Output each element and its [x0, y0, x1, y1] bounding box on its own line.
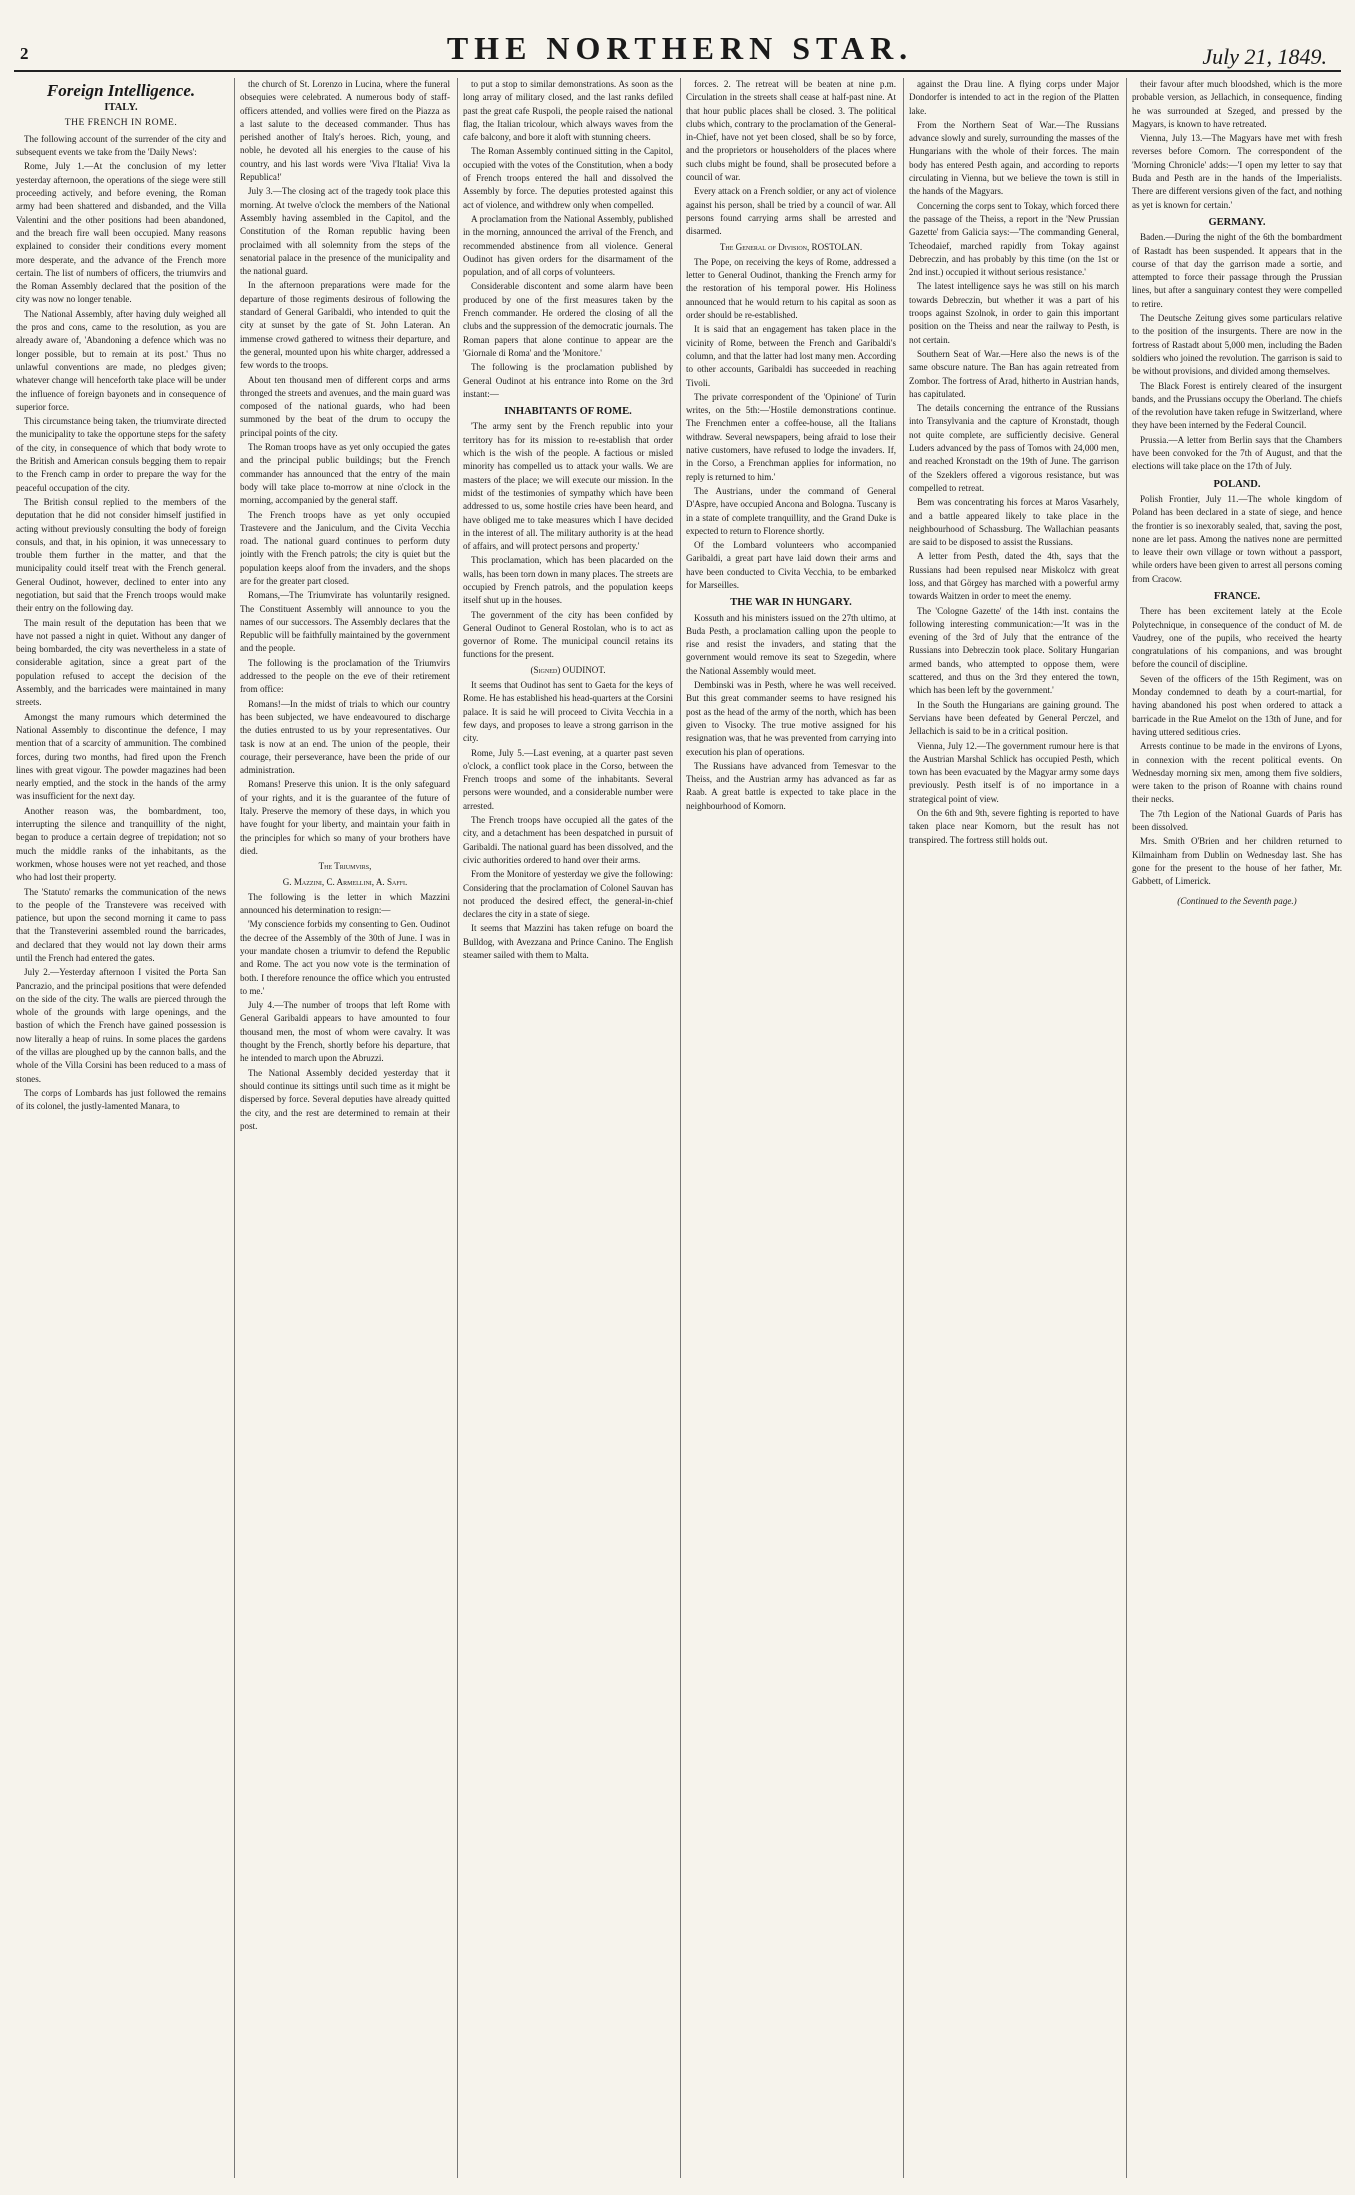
article-paragraph: The corps of Lombards has just followed the remains of its colonel, the justly-lamented Manara, to: [16, 1087, 226, 1112]
article-paragraph: It seems that Oudinot has sent to Gaeta for the keys of Rome. He has established his head-quarters at the Corsini palace. It is said he will proceed to Civita Vecchia in a few days, and proposes to leave a strong garrison in the city.: [463, 680, 673, 744]
column-3: [463, 78, 673, 2178]
article-paragraph: In the South the Hungarians are gaining ground. The Servians have been defeated by General Perczel, and Jellachich is said to be in a critical position.: [909, 699, 1119, 737]
article-paragraph: Romans! Preserve this union. It is the only safeguard of your rights, and it is the guarantee of the future of Italy. Preserve the memory of these days, in which you have fought for your liberty, and maintain your faith in the principles for which so many of your brothers have died.: [240, 779, 450, 856]
article-paragraph: Another reason was, the bombardment, too, interrupting the silence and tranquillity of the night, began to produce a certain degree of trepidation; not so much the middle ranks of the inhabitants, as the workmen, whose houses were not yet reached, and those who had lost their property.: [16, 805, 226, 883]
article-headline: INHABITANTS OF ROME.: [504, 406, 632, 418]
article-paragraph: Baden.—During the night of the 6th the bombardment of Rastadt has been suspended. It appears that in the course of that day the garrison made a sortie, and attempted to force their passage through the Prussian lines, but after a sanguinary contest they were compelled to retire.: [1132, 232, 1342, 309]
article-paragraph: The Deutsche Zeitung gives some particulars relative to the position of the insurgents. There are now in the fortress of Rastadt about 5,000 men, including the Baden soldiers who joined the revolution. The garrison is said to be without provisions, and divided among themselves.: [1132, 313, 1342, 377]
article-paragraph: It is said that an engagement has taken place in the vicinity of Rome, between the French and Garibaldi's column, and that the latter had lost many men. According to other accounts, Garibaldi has succeeded in reaching Tivoli.: [686, 324, 896, 388]
column-5: [909, 78, 1119, 2178]
page-number: 2: [20, 44, 29, 63]
article-paragraph: The National Assembly, after having duly weighed all the pros and cons, came to the resolution, as you are already aware of, 'Abandoning a defence which was no longer possible, but to remain at its post.' Thus no unlawful conventions are made, no pledges given; whatever change will henceforth take place will be under the influence of foreign bayonets and in consequence of superior force.: [16, 308, 226, 412]
article-paragraph: The following is the proclamation published by General Oudinot at his entrance into Rome on the 3rd instant:—: [463, 362, 673, 399]
article-paragraph: The following is the letter in which Mazzini announced his determination to resign:—: [240, 891, 450, 916]
article-paragraph: Of the Lombard volunteers who accompanied Garibaldi, a great part have laid down their arms and have been conducted to Civita Vecchia, to be embarked for Marseilles.: [686, 540, 896, 590]
article-paragraph: From the Monitore of yesterday we give the following: Considering that the proclamation of Colonel Sauvan has not produced the desired effect, the general-in-chief declares the city in a state of siege.: [463, 869, 673, 920]
masthead: [0, 0, 1355, 80]
article-paragraph: Rome, July 1.—At the conclusion of my letter yesterday afternoon, the operations of the siege were still proceeding actively, and before evening, the Roman army had been shattered and disbanded, and the Villa Valentini and the other positions had been abandoned, and the breach fire wall been occupied. Many reasons explained to consider their conditions every moment more desperate, and the advance of the French more certain. The list of numbers of officers, the triumvirs and the Roman Assembly declared that the position of the city was now no longer tenable.: [16, 161, 226, 305]
column-divider: [680, 78, 681, 2178]
article-paragraph: Romans,—The Triumvirate has voluntarily resigned. The Constituent Assembly will announce to you the names of our successors. The Assembly declares that the Republic will be faithfully maintained by the government and the people.: [240, 590, 450, 654]
article-paragraph: The Pope, on receiving the keys of Rome, addressed a letter to General Oudinot, thanking the French army for the restoration of his temporal power. His Holiness announced that he would return to his capital as soon as order should be re-established.: [686, 256, 896, 321]
article-paragraph: The French troops have as yet only occupied Trastevere and the Janiculum, and the Civita Vecchia road. The national guard continues to perform duty jointly with the French patrols; the city is quiet but the population keeps aloof from the invaders, and the shops are for the greater part closed.: [240, 509, 450, 586]
article-paragraph: July 2.—Yesterday afternoon I visited the Porta San Pancrazio, and the principal positions that were defended on the side of the city. The walls are pierced through the whole of the grounds with large openings, and the bastion of which the French have gained possession is now literally a heap of ruins. In some places the gardens of the villas are ploughed up by the cannon balls, and the whole of the Villa Corsini has been reduced to a mass of stones.: [16, 967, 226, 1084]
article-paragraph: On the 6th and 9th, severe fighting is reported to have taken place near Komorn, but the result has not transpired. The fortress still holds out.: [909, 808, 1119, 845]
article-paragraph: Seven of the officers of the 15th Regiment, was on Monday condemned to death by a court-martial, for having abandoned his post when ordered to attack a barricade in the Rue Amelot on the 13th of June, and for having uttered seditious cries.: [1132, 673, 1342, 737]
article-paragraph: Vienna, July 12.—The government rumour here is that the Austrian Marshal Schlick has occupied Pesth, which town has been evacuated by the Magyar army some days previously. Pesth itself is of no importance in a strategical point of view.: [909, 740, 1119, 804]
signature-line: The General of Division, ROSTOLAN.: [719, 241, 863, 252]
article-paragraph: Mrs. Smith O'Brien and her children returned to Kilmainham from Dublin on Wednesday last. She has gone for the present to the house of her father, Mr. Gabbett, of Limerick.: [1132, 836, 1342, 887]
article-paragraph: In the afternoon preparations were made for the departure of those regiments desirous of following the standard of General Garibaldi, who intended to quit the city at sunset by the gate of St. John Lateran. An immense crowd gathered to witness their departure, and the general, mounted upon his white charger, addressed a few words to the troops.: [240, 280, 450, 371]
article-paragraph: July 3.—The closing act of the tragedy took place this morning. At twelve o'clock the members of the National Assembly having assembled in the Capitol, and the Constitution of the Roman republic having been proclaimed with all solemnity from the steps of the senatorial palace in the presence of the municipality and the national guard.: [240, 186, 450, 277]
column-6: [1132, 78, 1342, 2178]
article-paragraph: to put a stop to similar demonstrations. As soon as the long array of military closed, and the last ranks defiled past the great cafe Ruspoli, the people raised the national flag, the Italian tricolour, which always waves from the cafe balcony, and bore it aloft with stunning cheers.: [463, 79, 673, 143]
column-4: [686, 78, 896, 2178]
column-divider: [234, 78, 235, 2178]
article-paragraph: Dembinski was in Pesth, where he was well received. But this great commander seems to have resigned his post as the head of the army of the north, which has been given to Visocky. The true motive assigned for his resignation was, that he was prevented from carrying into execution his plan of operations.: [686, 680, 896, 757]
article-paragraph: Arrests continue to be made in the environs of Lyons, in connexion with the recent political events. On Wednesday morning six men, among them five soldiers, were taken to the prison of Roanne with chains round their necks.: [1132, 741, 1342, 805]
article-paragraph: The 'Cologne Gazette' of the 14th inst. contains the following interesting communication:—'It was in the evening of the 3rd of July that the entrance of the Russians into Debreczin took place. Solitary Hungarian armed bands, who attempted to oppose them, were scattered, and thus on the 3rd they entered the town, which has been left by the government.': [909, 605, 1119, 696]
article-paragraph: There has been excitement lately at the Ecole Polytechnique, in consequence of the conduct of M. de Vaudrey, one of the pupils, who received the hearty congratulations of his companions, and was brought before the council of discipline.: [1132, 606, 1342, 670]
column-1: [16, 78, 226, 2178]
signature-line: (Signed) OUDINOT.: [530, 664, 606, 675]
article-paragraph: Amongst the many rumours which determined the National Assembly to discontinue the defence, I may mention that of a scarcity of ammunition. The combined forces, during two months, had fired upon the French lines with great vigour. The powder magazines had been nearly emptied, and the stock in the hands of the army was insufficient for the next day.: [16, 711, 226, 802]
article-paragraph: The National Assembly decided yesterday that it should continue its sittings until such time as it might be dispersed by force. Several deputies have already quitted the city, and the rest are determined to remain at their post.: [240, 1067, 450, 1131]
article-paragraph: The government of the city has been confided by General Oudinot to General Rostolan, who is to act as governor of Rome. The municipal council retains its functions for the present.: [463, 609, 673, 660]
article-subhead: THE FRENCH IN ROME.: [64, 117, 178, 128]
article-paragraph: forces. 2. The retreat will be beaten at nine p.m. Circulation in the streets shall cease at half-past nine. At that hour public places shall be closed. 3. The political clubs which, contrary to the proclamation of the General-in-Chief, have not yet been closed, shall be so by force, and the proprietors or householders of the places where such clubs might be found, shall be prosecuted before a council of war.: [686, 79, 896, 183]
signature-line: The Triumvirs,: [318, 861, 372, 872]
article-paragraph: The Black Forest is entirely cleared of the insurgent bands, and the Prussians occupy the Oberland. The chiefs of the revolution have taken refuge in Switzerland, where they have been interned by the Federal Council.: [1132, 380, 1342, 431]
article-paragraph: Rome, July 5.—Last evening, at a quarter past seven o'clock, a conflict took place in the Corso, between the French troops and some of the inhabitants. Several persons were wounded, and a considerable number were arrested.: [463, 747, 673, 811]
issue-date: July 21, 1849.: [1202, 44, 1327, 69]
column-divider: [903, 78, 904, 2178]
article-paragraph: It seems that Mazzini has taken refuge on board the Bulldog, with Avezzana and Prince Canino. The English steamer sailed with them to Malta.: [463, 923, 673, 960]
article-paragraph: Bem was concentrating his forces at Maros Vasarhely, and a battle appeared likely to take place in the neighbourhood of Schassburg. The Wallachian peasants are said to be disposed to assist the Russians.: [909, 497, 1119, 548]
article-paragraph: Concerning the corps sent to Tokay, which forced there the passage of the Theiss, a report in the 'New Prussian Gazette' from Galicia says:—'The commanding General, Tcheodaief, marched rapidly from Tokay against Debreczin, and has probably by this time (on the 1st or 2nd inst.) occupied it without serious resistance.': [909, 200, 1119, 278]
article-paragraph: A proclamation from the National Assembly, published in the morning, announced the arrival of the French, and recommended abstinence from all violence. General Oudinot has given orders for the disarmament of the population, and of all corps of volunteers.: [463, 213, 673, 278]
column-2: [240, 78, 450, 2178]
article-paragraph: the church of St. Lorenzo in Lucina, where the funeral obsequies were celebrated. A numerous body of staff-officers attended, and vollies were fired on the Piazza as a last salute to the deceased commander. Thus has perished another of Italy's heroes. Rich, young, and noble, he devoted all his energies to the cause of his country, and his last words were 'Viva l'Italia! Viva la Republica!': [240, 79, 450, 183]
article-paragraph: From the Northern Seat of War.—The Russians advance slowly and surely, surrounding the masses of the Hungarians with the whole of their forces. The main body has entered Pesth again, and according to reports circulating in Vienna, but we believe the town is still in the hands of the Magyars.: [909, 119, 1119, 197]
article-paragraph: The following is the proclamation of the Triumvirs addressed to the people on the eve of their retirement from office:: [240, 657, 450, 695]
article-paragraph: Considerable discontent and some alarm have been produced by one of the first measures taken by the French commander. He ordered the closing of all the clubs and the suppression of the democratic journals. The Roman papers that alone continue to appear are the 'Giornale di Roma' and the 'Monitore.': [463, 281, 673, 358]
article-paragraph: 'My conscience forbids my consenting to Gen. Oudinot the decree of the Assembly of the 30th of June. I was in your mandate chosen a triumvir to defend the Republic and Rome. The act you now vote is the termination of both. I therefore renounce the office which you entrusted to me.': [240, 919, 450, 996]
article-headline: FRANCE.: [1213, 590, 1261, 602]
article-paragraph: The Russians have advanced from Temesvar to the Theiss, and the Austrian army has advanced as far as Raab. A great battle is expected to take place in the neighbourhood of Komorn.: [686, 760, 896, 811]
article-paragraph: their favour after much bloodshed, which is the more probable version, as Jellachich, in consequence, finding he was surrounded at Szeged, and pressed by the Magyars, is known to have retreated.: [1132, 79, 1342, 129]
masthead-rule: [14, 70, 1341, 72]
article-paragraph: The latest intelligence says he was still on his march towards Debreczin, but whether it was a part of his troops against Szolnok, in order to gain this important position on the Theiss and near the railway to Pesth, is not certain.: [909, 281, 1119, 345]
article-paragraph: The 'Statuto' remarks the communication of the news to the people of the Transtevere was received with patience, but upon the second morning it came to pass that the Transteverini assembled round the barricades, and declared that they would not lay down their arms until the French had entered the gates.: [16, 886, 226, 963]
article-headline: THE WAR IN HUNGARY.: [730, 597, 852, 609]
column-divider: [457, 78, 458, 2178]
article-paragraph: The Austrians, under the command of General D'Aspre, have occupied Ancona and Bologna. Tuscany is in a state of complete tranquillity, and the Grand Duke is expected to return to Florence shortly.: [686, 485, 896, 536]
article-paragraph: Every attack on a French soldier, or any act of violence against his person, shall be tried by a council of war. All persons found carrying arms shall be arrested and disarmed.: [686, 186, 896, 237]
article-paragraph: The French troops have occupied all the gates of the city, and a detachment has been despatched in pursuit of Garibaldi. The national guard has been dissolved, and the civic authorities ordered to hand over their arms.: [463, 815, 673, 865]
article-paragraph: The Roman troops have as yet only occupied the gates and the principal public buildings; but the French commander has announced that the entry of the main body will take place to-morrow at nine o'clock in the morning, accompanied by the general staff.: [240, 442, 450, 506]
article-headline: ITALY.: [104, 102, 138, 114]
newspaper-title: THE NORTHERN STAR.: [446, 30, 914, 66]
article-paragraph: This circumstance being taken, the triumvirate directed the municipality to take the opportune steps for the safety of the city, in consequence of which that body wrote to the British and American consuls begging them to repair to the French camp in order to prepare the way for the peaceful occupation of the city.: [16, 416, 226, 493]
article-paragraph: 'The army sent by the French republic into your territory has for its mission to re-establish that order which is the wish of the people. A factious or misled minority has compelled us to attack your walls. We are masters of the place; we will execute our mission. In the midst of the testimonies of sympathy which have been addressed to us, some hostile cries have been heard, and have obliged me to take measures which I have decided in the interest of all. The military authority is at the head of affairs, and will protect persons and property.': [463, 421, 673, 552]
column-divider: [1126, 78, 1127, 2178]
article-paragraph: July 4.—The number of troops that left Rome with General Garibaldi appears to have amounted to four thousand men, the most of whom were cavalry. It was thought by the French, shortly before his departure, that he intended to march upon the Abruzzi.: [240, 1000, 450, 1064]
article-paragraph: Kossuth and his ministers issued on the 27th ultimo, at Buda Pesth, a proclamation calling upon the people to rise and resist the invaders, and stating that the government would remove its seat to Szegedin, where the National Assembly would meet.: [686, 612, 896, 676]
article-paragraph: The main result of the deputation has been that we have not passed a night in quiet. Without any danger of being bombarded, the city was nevertheless in a state of considerable agitation, since a great part of the population refused to accept the decision of the Assembly, and the barricades were maintained in many streets.: [16, 617, 226, 708]
article-paragraph: About ten thousand men of different corps and arms thronged the streets and avenues, and the main guard was composed of the national guards, who had been summoned by the beat of the drum to occupy the principal points of the city.: [240, 374, 450, 438]
article-paragraph: The following account of the surrender of the city and subsequent events we take from the 'Daily News':: [16, 133, 226, 158]
article-headline: GERMANY.: [1208, 216, 1266, 228]
continuation-note: (Continued to the Seventh page.): [1177, 895, 1297, 906]
signature-line: G. Mazzini, C. Armellini, A. Saffi.: [282, 876, 408, 887]
article-paragraph: Romans!—In the midst of trials to which our country has been subjected, we have endeavoured to discharge the duties entrusted to us by your representatives. Our task is now at an end. The union of the people, their courage, their perseverance, have been the pride of our administration.: [240, 698, 450, 776]
article-paragraph: Prussia.—A letter from Berlin says that the Chambers have been convoked for the 7th of August, and that the elections will take place on the 17th of July.: [1132, 434, 1342, 472]
article-paragraph: Vienna, July 13.—The Magyars have met with fresh reverses before Comorn. The correspondent of the 'Morning Chronicle' adds:—'I open my letter to say that Buda and Pesth are in the hands of the Imperialists. There are different versions given of the fact, and nothing as yet is known for certain.': [1132, 133, 1342, 210]
section-heading: Foreign Intelligence.: [46, 81, 196, 100]
article-paragraph: This proclamation, which has been placarded on the walls, has been torn down in many places. The streets are occupied by French patrols, and the population keeps itself shut up in the houses.: [463, 555, 673, 606]
article-paragraph: The 7th Legion of the National Guards of Paris has been dissolved.: [1132, 808, 1342, 833]
article-paragraph: The Roman Assembly continued sitting in the Capitol, occupied with the votes of the Constitution, when a body of French troops entered the hall and dissolved the Assembly by force. The deputies protested against this act of violence, and withdrew only when compelled.: [463, 146, 673, 210]
article-paragraph: Polish Frontier, July 11.—The whole kingdom of Poland has been declared in a state of siege, and hence the frontier is so inexorably sealed, that, saving the post, none are let pass. Among the natives none are permitted to leave their own village or town without a passport, while orders have been given to arrest all persons coming from Cracow.: [1132, 493, 1342, 584]
article-paragraph: The British consul replied to the members of the deputation that he did not consider himself justified in acting without previously consulting the body of foreign consuls, and that, in his opinion, it was unnecessary to trouble them further in the matter, and that the municipality could itself treat with the French general. General Oudinot, however, declined to enter into any negotiation, but said that the French troops would make their entry on the following day.: [16, 496, 226, 614]
article-paragraph: The details concerning the entrance of the Russians into Transylvania and the capture of Kronstadt, though not quite complete, are sufficiently decisive. General Luders advanced by the pass of Tomos with 24,000 men, and reached Kronstadt on the 19th of June. The garrison of the Szeklers offered a vigorous resistance, but was compelled to retreat.: [909, 403, 1119, 493]
article-paragraph: against the Drau line. A flying corps under Major Dondorfer is intended to act in the region of the Platten lake.: [909, 79, 1119, 116]
article-paragraph: Southern Seat of War.—Here also the news is of the same obscure nature. The Ban has again retreated from Zombor. The fortress of Arad, hitherto in Austrian hands, has capitulated.: [909, 348, 1119, 399]
article-headline: POLAND.: [1213, 478, 1261, 490]
article-paragraph: The private correspondent of the 'Opinione' of Turin writes, on the 5th:—'Hostile demonstrations continue. The Frenchmen enter a coffee-house, all the Italians withdraw. Several newspapers, being afraid to lose their native customers, have refused to lodge the invaders. If, in the Corso, a Frenchman applies for information, no reply is returned to him.': [686, 391, 896, 482]
article-paragraph: A letter from Pesth, dated the 4th, says that the Russians had been repulsed near Miskolcz with great loss, and that Görgey has marched with a powerful army towards Waitzen in order to meet the enemy.: [909, 551, 1119, 602]
